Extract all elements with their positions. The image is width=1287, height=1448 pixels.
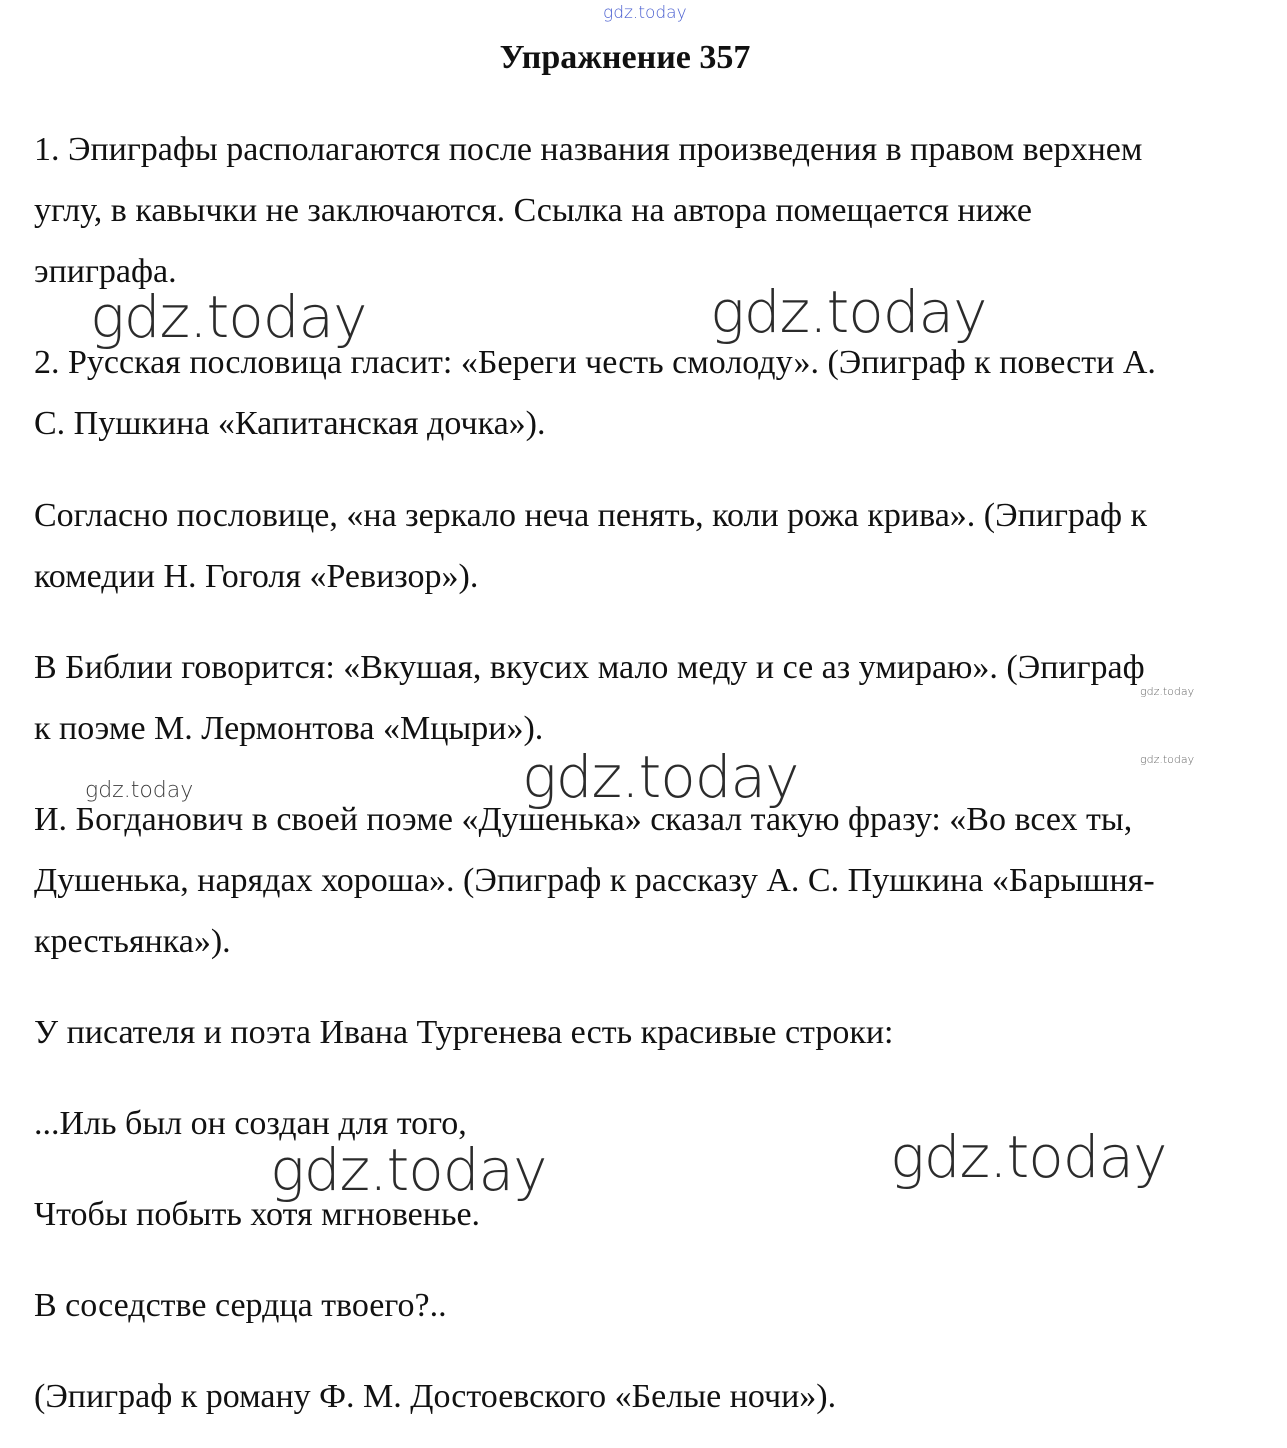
text-line: Душенька, нарядах хороша». (Эпиграф к рассказу А. С. Пушкина «Барышня- xyxy=(34,862,1155,899)
text-line: ...Иль был он создан для того, xyxy=(34,1105,467,1142)
text-line: эпиграфа. xyxy=(34,253,177,290)
text-line: 2. Русская пословица гласит: «Береги честь смолоду». (Эпиграф к повести А. xyxy=(34,344,1156,381)
text-line: В соседстве сердца твоего?.. xyxy=(34,1287,447,1324)
text-line: У писателя и поэта Ивана Тургенева есть красивые строки: xyxy=(34,1014,894,1051)
watermark: gdz.today xyxy=(270,1136,547,1204)
watermark: gdz.today xyxy=(85,778,194,803)
watermark: gdz.today xyxy=(710,278,987,346)
watermark: gdz.today xyxy=(90,283,367,351)
watermark: gdz.today xyxy=(1140,685,1195,698)
text-line: (Эпиграф к роману Ф. М. Достоевского «Белые ночи»). xyxy=(34,1378,837,1415)
text-line: Чтобы побыть хотя мгновенье. xyxy=(34,1196,481,1233)
text-line: крестьянка»). xyxy=(34,923,231,960)
watermark: gdz.today xyxy=(1140,753,1195,766)
watermark-top: gdz.today xyxy=(603,3,687,23)
watermark: gdz.today xyxy=(522,743,799,811)
text-line: Согласно пословице, «на зеркало неча пенять, коли рожа крива». (Эпиграф к xyxy=(34,497,1148,534)
text-line: комедии Н. Гоголя «Ревизор»). xyxy=(34,558,479,595)
text-line: к поэме М. Лермонтова «Мцыри»). xyxy=(34,710,544,747)
text-line: углу, в кавычки не заключаются. Ссылка на автора помещается ниже xyxy=(34,192,1032,229)
text-line: С. Пушкина «Капитанская дочка»). xyxy=(34,405,546,442)
text-line: И. Богданович в своей поэме «Душенька» сказал такую фразу: «Во всех ты, xyxy=(34,801,1133,838)
text-line: В Библии говорится: «Вкушая, вкусих мало меду и се аз умираю». (Эпиграф xyxy=(34,649,1145,686)
text-line: 1. Эпиграфы располагаются после названия произведения в правом верхнем xyxy=(34,131,1143,168)
page-title: Упражнение 357 xyxy=(499,39,751,76)
watermark: gdz.today xyxy=(890,1123,1167,1191)
